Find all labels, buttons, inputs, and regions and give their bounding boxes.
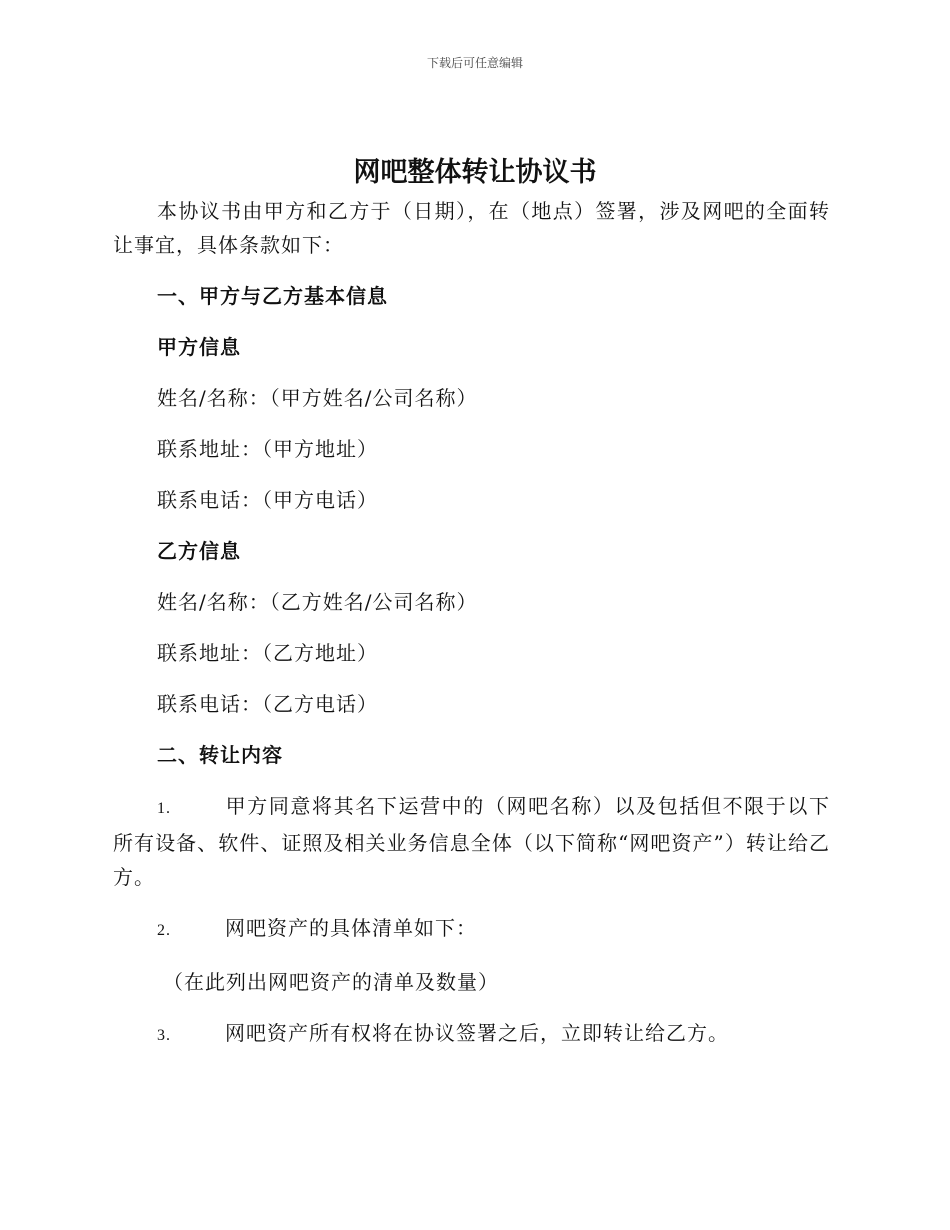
section-heading-basic-info: 一、甲方与乙方基本信息 [157, 284, 388, 308]
clause-text: 网吧资产所有权将在协议签署之后，立即转让给乙方。 [225, 1021, 729, 1045]
clause-text: 网吧资产的具体清单如下： [225, 916, 477, 940]
party-b-phone: 联系电话：（乙方电话） [157, 692, 378, 716]
asset-list-note: （在此列出网吧资产的清单及数量） [163, 970, 499, 994]
intro-paragraph: 本协议书由甲方和乙方于（日期），在（地点）签署，涉及网吧的全面转让事宜，具体条款如下： [113, 199, 830, 257]
party-a-name: 姓名/名称：（甲方姓名/公司名称） [157, 386, 478, 410]
document-title: 网吧整体转让协议书 [353, 157, 597, 188]
party-b-heading: 乙方信息 [157, 539, 241, 563]
clause-item-2 [113, 911, 830, 948]
clause-item-3 [113, 1016, 830, 1053]
header-note: 下载后可任意编辑 [426, 56, 523, 70]
clause-number: 1. [157, 800, 171, 817]
party-a-phone: 联系电话：（甲方电话） [157, 488, 378, 512]
party-a-address: 联系地址：（甲方地址） [157, 437, 378, 461]
clause-number: 3. [157, 1027, 171, 1044]
party-b-name: 姓名/名称：（乙方姓名/公司名称） [157, 590, 478, 614]
party-a-heading: 甲方信息 [157, 335, 241, 359]
clause-number: 2. [157, 922, 171, 939]
document-body [113, 194, 830, 1070]
section-heading-transfer-content: 二、转让内容 [157, 743, 283, 767]
clause-item-1 [113, 789, 830, 894]
clause-text: 甲方同意将其名下运营中的（网吧名称）以及包括但不限于以下所有设备、软件、证照及相关业务信息全体（以下简称“网吧资产”）转让给乙方。 [113, 794, 830, 889]
party-b-address: 联系地址：（乙方地址） [157, 641, 378, 665]
